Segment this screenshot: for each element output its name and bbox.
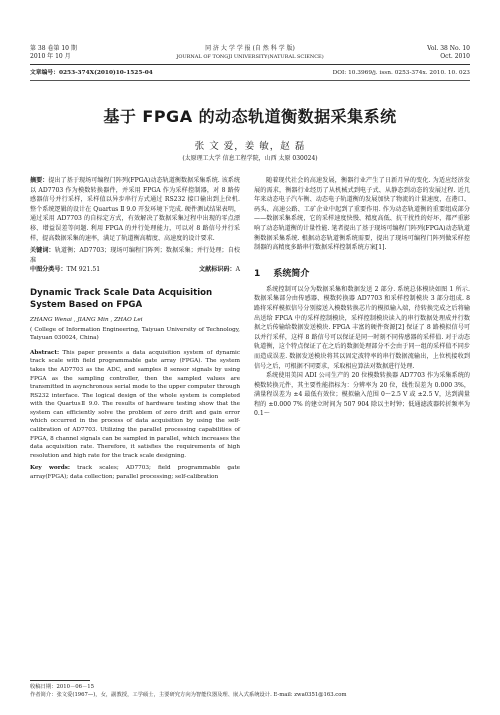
section-1-para-2: 系统使用美国 ADI 公司生产的 20 位模数转换器 AD7703 作为采集系统的模数转换元件，其主要性能指标为：分辨率为 20 位，线性误差为 0.000 3%，满量程误差为 ±4 最低有效位；模拟输入范围 0～2.5 V 或 ±2.5 V，达到满量程的 ±0.000 7% 的建立时间为 507 904 除以主时钟；低通滤波器转折频率为 0.1～ — [254, 372, 470, 418]
section-1-heading — [254, 261, 470, 280]
abstract-en-text: This paper presents a data acquisition system of dynamic track scale with field programmable gate array (FPGA). The system takes the AD7703 as the ADC, and samples 8 sensor signals by using FPGA as the sampling controller, then the sampled values are transmitted in asynchronous serial mode to the upper computer through RS232 interface. The logical design of the whole system is completed with the QuartusⅡ 9.0. The results of hardware testing show that the system can efficiently solve the problem of zero drift and gain error which occurred in the process of data acquisition by using the self-calibration of AD7703. Utilizing the parallel processing capabilities of FPGA, 8 channel signals can be sampled in parallel, which increases the data acquisition rate. Therefore, it satisfies the requirements of high resolution and high rate for the track scale designing. — [30, 349, 241, 459]
classification — [30, 265, 240, 275]
running-header-right — [380, 45, 470, 61]
keywords-cn — [30, 246, 240, 265]
article-number: 文章编号：0253-374X(2010)10-1525-04 — [30, 70, 153, 76]
section-1-title: 系统简介 — [273, 268, 310, 279]
keywords-en-text: track scales; AD7703; field programmable gate array(FPGA); data collection; parallel processing; self-calibration — [30, 465, 241, 481]
running-header-left — [30, 45, 120, 61]
keywords-cn-text: 轨道衡；AD7703；现场可编程门阵列；数据采集；并行处理；自校准 — [30, 247, 240, 264]
journal-name-en: JOURNAL OF TONGJI UNIVERSITY(NATURAL SCIENCE) — [176, 54, 324, 60]
doc-code — [199, 265, 240, 275]
keywords-en-label: Key words: — [30, 465, 70, 472]
abstract-cn-text: 提出了基于现场可编程门阵列(FPGA)动态轨道衡数据采集系统. 该系统以 AD7703 作为模数转换器件，并采用 FPGA 作为采样控制器，对 8 路传感器信号并行采样，采样值以异步串行方式通过 RS232 接口输出到上位机. 整个系统逻辑的设计在 Quartus Ⅱ 9.0 开发环境下完成. 硬件测试结果表明，通过采用 AD7703 的自标定方式，有效解决了数据采集过程中出现的零点漂移、增益误差等问题. 利用 FPGA 的并行处理能力，可以对 8 路信号并行采样，提高数据采集的速率，满足了轨道衡高精度、高速度的设计要求. — [30, 177, 240, 242]
authors-en: ZHANG Wenai , JIANG Min , ZHAO Lei — [30, 316, 143, 323]
paper-title-en: Dynamic Track Scale Data Acquisition System Based on FPGA — [30, 287, 213, 310]
clc-value: TM 921.51 — [66, 266, 101, 274]
abstract-cn — [30, 176, 240, 243]
doc-code-label: 文献标识码： — [199, 266, 236, 274]
keywords-en — [30, 464, 240, 481]
section-1-number: 1 — [254, 268, 261, 279]
article-meta — [30, 69, 470, 77]
journal-date-en: Oct. 2010 — [440, 53, 470, 60]
running-header-center — [130, 45, 370, 61]
clc-label: 中图分类号： — [30, 266, 67, 274]
right-column — [254, 176, 470, 419]
affiliation-cn: (太原理工大学 信息工程学院，山西 太原 030024) — [182, 155, 318, 162]
received-date: 收稿日期：2010－06－15 — [30, 684, 95, 690]
abstract-en-label: Abstract: — [30, 349, 60, 356]
intro-paragraph: 随着现代社会的高速发展，衡器行业产生了日新月异的变化. 为适应经济发展的需求，衡器行业经历了从机械式到电子式、从静态到动态的发展过程. 近几年来动态电子汽车衡、动态电子轨道衡的发展加快了物流的计量速度，在港口、码头、高速公路、工矿企业中起到了重要作用. 作为动态轨道衡的重要组成部分——数据采集系统，它的采样速度快慢、精度高低、抗干扰性的好坏，都严重影响了动态轨道衡的计量性能. 笔者提出了基于现场可编程门阵列(FPGA)动态轨道衡数据采集系统. 根据动态轨道衡系统需要，提出了现场可编程门阵列做采样控制器的高精度多路串行数据采样控制系统方案[1]. — [254, 177, 470, 252]
journal-date: 2010 年 10 月 — [30, 53, 71, 60]
abstract-cn-label: 摘要： — [30, 177, 49, 184]
left-column — [30, 176, 240, 482]
journal-name-cn: 同 济 大 学 学 报 (自 然 科 学 版) — [205, 45, 295, 52]
journal-volume: 第 38 卷第 10 期 — [30, 45, 77, 52]
meta-rule — [30, 80, 470, 81]
authors-cn: 张 文 爱，姜 敏，赵 磊 — [194, 141, 306, 152]
footnote — [30, 683, 470, 699]
journal-volume-en: Vol. 38 No. 10 — [427, 45, 470, 52]
author-bio: 作者简介：张文爱(1967—)，女，副教授，工学硕士，主要研究方向为智能仪器及理、嵌入式系统设计. E-mail: zwa0351@163.com — [30, 692, 347, 698]
keywords-cn-label: 关键词： — [30, 247, 55, 255]
footnote-rule — [30, 680, 90, 681]
header-rule — [30, 64, 470, 65]
abstract-en — [30, 349, 240, 461]
paper-title: 基于 FPGA 的动态轨道衡数据采集系统 — [103, 107, 397, 126]
doc-code-value: A — [235, 266, 240, 274]
section-1-para-1: 系统控制可以分为数据采集和数据发送 2 部分. 系统总体模块如图 1 所示. 数据采集部分由传感器、模数转换器 AD7703 和采样控制模块 3 部分组成. 8 路将采样模拟信号分别接送入模数转换芯片的模拟输入端，待转换完成之后将输出送给 FPGA 中的采样控制模块，采样控制模块读入的串行数据处理成并行数据之后传输给数据发送模块. FPGA 丰富的硬件资源[2] 保证了 8 路模拟信号可以并行采样，这样 8 路信号可以保证是同一时刻不同传感器的采样值. 对于动态轨道衡，这个特点保证了在之后的数据处理部分不会由于同一组的采样值不同步而造成误差. 数据发送模块将其以固定波特率的串行数据流输出，上位机接收到信号之后，可根据不同要求，采取相应算法对数据进行处理. — [254, 285, 470, 370]
doi: DOI: 10.3969/j. issn. 0253-374x. 2010. 10. 023 — [332, 70, 470, 76]
affiliation-en: ( College of Information Engineering, Taiyuan University of Technology, Taiyuan 030024, China) — [30, 326, 240, 342]
